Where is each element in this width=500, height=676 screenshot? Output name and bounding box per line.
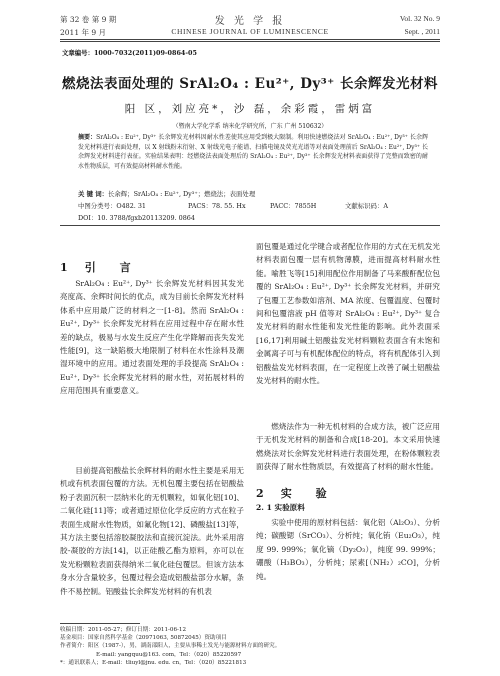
intro-paragraph-2: 目前提高铝酸盐长余辉材料的耐水性主要是采用无机或有机表面包覆的方法。无机包覆主要包括在铝酸盐粉子表面沉积一层纳米化的无机颗粒，如氧化铝[10]、二氧化硅[11]等；或者通过原位化学反应的方式在粒子表面生成耐水性物质，如氟化物[12]、磷酸盐[13]等，其方法主要包括溶胶凝胶法和直接沉淀法。此外采用溶胶-凝胶的方法[14]，以正硅酸乙酯为原料，亦可以在发光粉颗粒表面获得纳米二氧化硅包覆层。但该方法本身水分含量较多，包覆过程会造成铝酸盐部分水解，条件不易控制。铝酸盐长余辉发光材料的有机表 <box>60 466 244 596</box>
abstract <box>78 133 428 171</box>
section2-number: 2 <box>256 487 264 500</box>
right-paragraph-1: 面包覆是通过化学键合或者配位作用的方式在无机发光材料表面包覆一层有机物薄膜，进而提高材料耐水性能。喻胜飞等[15]利用配位作用制备了马来酸酐配位包覆的 SrAl₂O₄ : Eu²⁺, Dy³⁺ 长余辉发光材料，并研究了包覆工艺参数如溶剂、MA 浓度、包覆温度、包覆时间和包覆溶液 pH 值等对 SrAl₂O₄ : Eu²⁺, Dy³⁺ 复合发光材料的耐水性能和发光性能的影响。此外表面采[16,17]利用碱土铝酸盐发光材料颗粒表面含有未饱和金属离子可与有机配体配位的特点，将有机配体引入到铝酸盐发光材料表面，在一定程度上改善了碱土铝酸盐发光材料的耐水性。 <box>256 242 440 386</box>
affiliation: （暨南大学化学系 纳米化学研究所，广东 广州 510632） <box>172 123 328 130</box>
pacc-code: PACC：7855H <box>270 202 317 210</box>
keywords-text: 长余辉；SrAl₂O₄ : Eu²⁺, Dy³⁺；燃烧法；表面处理 <box>108 190 256 198</box>
class-number: 中图分类号：O482. 31 <box>78 202 146 210</box>
materials-paragraph: 实验中使用的原材料包括：氧化铝（Al₂O₃）、分析纯；碳酸锶（SrCO₃）、分析纯；氧化铕（Eu₂O₃），纯度 99. 999%；氧化镝（Dy₂O₃），纯度 99. 999%；硼酸（H₃BO₃），分析纯；尿素[（NH₂）₂CO]，分析纯。 <box>256 518 440 581</box>
header-volume-issue: 第 32 卷 第 9 期 <box>60 15 117 24</box>
paper-title: 燃烧法表面处理的 SrAl₂O₄ : Eu²⁺, Dy³⁺ 长余辉发光材料 <box>62 76 438 92</box>
pacs-code: PACS：78. 55. Hx <box>188 202 246 210</box>
keywords-label: 关 键 词： <box>78 190 109 198</box>
received-date: 收稿日期：2011-05-27；修订日期：2011-06-12 <box>60 627 187 633</box>
keywords <box>78 189 428 199</box>
intro-title: 引 言 <box>84 261 141 274</box>
footnote-rule <box>60 623 140 624</box>
header-volume-issue-en: Vol. 32 No. 9 <box>399 14 440 23</box>
authors: 阳 区，刘应亮*，沙 磊，余彩霞，雷炳富 <box>124 103 376 115</box>
header-rule-top <box>60 39 440 40</box>
author-email: E-mail: yangquu@163. com，Tel：（020）85220597 <box>96 651 242 658</box>
author-bio: 作者简介：阳区（1987-），男，湖南邵阳人，主要从事稀土发光与能源材料方面的研究。 <box>60 643 281 650</box>
journal-title-en: CHINESE JOURNAL OF LUMINESCENCE <box>171 27 329 36</box>
header-date-en: Sept. , 2011 <box>404 27 440 36</box>
subsection-2-1: 2. 1 实验原料 <box>256 503 305 512</box>
intro-heading <box>60 256 244 275</box>
section2-heading <box>256 482 440 501</box>
header-date: 2011 年 9 月 <box>60 28 107 37</box>
right-paragraph-2: 燃烧法作为一种无机材料的合成方法，被广泛应用于无机发光材料的制备和合成[18-20]。本文采用快速燃烧法对长余辉发光材料进行表面处理，在粉体颗粒表面获得了耐水性物质层，有效提高了材料的耐水性能。 <box>256 422 440 472</box>
corresponding-author: *：通讯联系人；E-mail：tliuyl@jnu. edu. cn，Tel：（020）85221813 <box>60 659 247 666</box>
doi: DOI：10. 3788/fgxb20113209. 0864 <box>78 214 195 222</box>
document-code: 文献标识码：A <box>345 202 388 210</box>
footnote <box>60 626 440 667</box>
abstract-rule <box>60 225 440 226</box>
article-number: 文章编号：1000-7032(2011)09-0864-05 <box>62 49 197 57</box>
intro-number: 1 <box>60 261 68 274</box>
journal-title-cn: 发 光 学 报 <box>214 16 286 27</box>
intro-paragraph-1: SrAl₂O₄ : Eu²⁺, Dy³⁺ 长余辉发光材料因其发光亮度高、余辉时间长的优点，成为目前长余辉发光材料体系中应用最广泛的材料之一[1-8]。然而 SrAl₂O₄ : Eu²⁺, Dy³⁺ 长余辉发光材料在应用过程中存在耐水性差的缺点，极易与水发生反应产生化学降解而丧失发光性能[9]，这一缺陷极大地限制了材料在水性涂料及潮湿环境中的应用。通过表面处理的手段提高 SrAl₂O₄ : Eu²⁺, Dy³⁺ 长余辉发光材料的耐水性，对拓展材料的应用范围具有重要意义。 <box>60 279 244 396</box>
fund-info: 基金项目：国家自然科学基金（20971063, 50872045）资助项目 <box>60 635 227 642</box>
abstract-label: 摘要： <box>78 134 97 141</box>
section2-title: 实 验 <box>280 487 337 500</box>
header-rule-bottom <box>60 41 440 42</box>
abstract-text: SrAl₂O₄ : Eu²⁺, Dy³⁺ 长余辉发光材料因耐水性差使其应用受到极大限制。利用快速燃烧法对 SrAl₂O₄ : Eu²⁺, Dy³⁺ 长余辉发光材料进行表面处理，以 X 射线粉末衍射、X 射线光电子能谱、扫描电镜及荧光光谱等对表面处理前后 SrAl₂O₄ : Eu²⁺, Dy³⁺ 长余辉发光材料进行表征。实验结果表明：经燃烧法表面处理后的 SrAl₂O₄ : Eu²⁺, Dy³⁺ 长余辉发光材料表面获得了完整而致密的耐水性物质层，可有效提高材料耐水性能。 <box>78 134 428 170</box>
